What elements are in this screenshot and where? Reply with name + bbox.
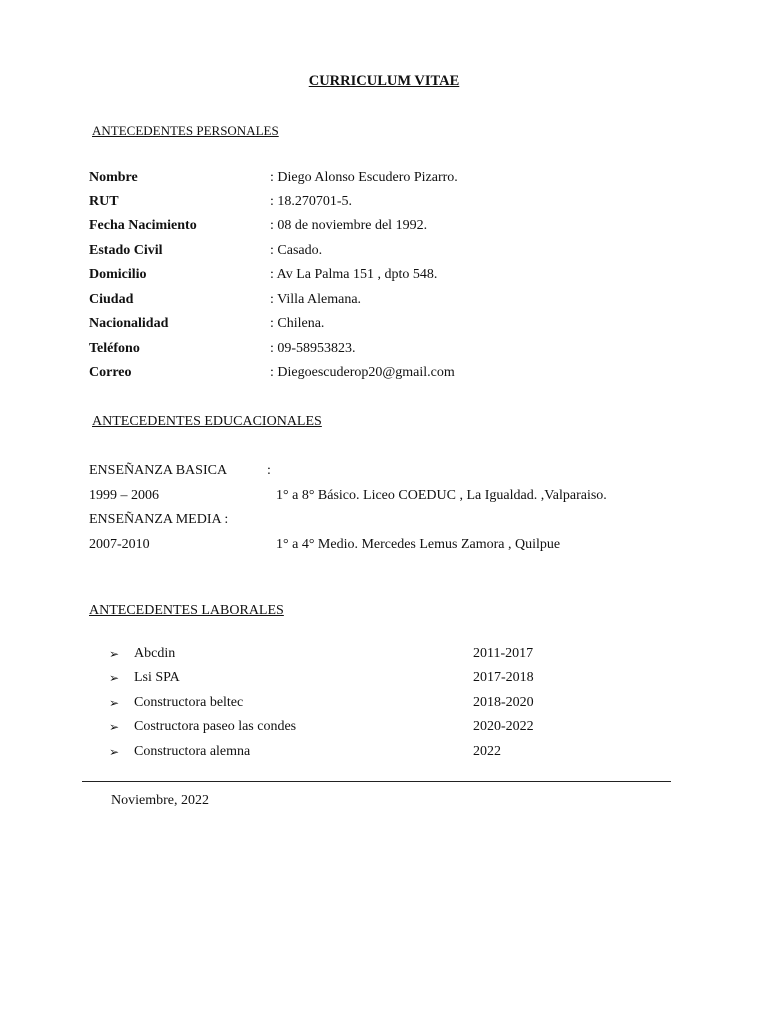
basica-years: 1999 – 2006 bbox=[89, 488, 159, 503]
document-title: CURRICULUM VITAE bbox=[308, 73, 460, 89]
job-name: Costructora paseo las condes bbox=[134, 719, 297, 734]
label-nombre: Nombre bbox=[89, 170, 138, 185]
label-ciudad: Ciudad bbox=[89, 292, 134, 307]
basica-colon: : bbox=[267, 463, 271, 478]
label-correo: Correo bbox=[89, 365, 132, 380]
value-fecha-nacimiento: : 08 de noviembre del 1992. bbox=[270, 218, 428, 233]
value-nacionalidad: : Chilena. bbox=[270, 316, 325, 331]
job-years: 2018-2020 bbox=[473, 695, 534, 710]
value-rut: : 18.270701-5. bbox=[270, 194, 353, 209]
horizontal-rule bbox=[82, 781, 671, 782]
label-nacionalidad: Nacionalidad bbox=[89, 316, 169, 331]
bullet-arrow-icon: ➢ bbox=[109, 745, 120, 759]
value-ciudad: : Villa Alemana. bbox=[270, 292, 362, 307]
job-years: 2011-2017 bbox=[473, 646, 534, 661]
job-years: 2017-2018 bbox=[473, 670, 534, 685]
label-telefono: Teléfono bbox=[89, 341, 140, 356]
label-rut: RUT bbox=[89, 194, 119, 209]
education-heading: ANTECEDENTES EDUCACIONALES bbox=[92, 414, 322, 429]
job-name: Lsi SPA bbox=[134, 670, 180, 685]
job-name: Abcdin bbox=[134, 646, 176, 661]
media-label: ENSEÑANZA MEDIA : bbox=[89, 512, 229, 527]
work-heading: ANTECEDENTES LABORALES bbox=[89, 603, 284, 618]
media-detail: 1° a 4° Medio. Mercedes Lemus Zamora , Quilpue bbox=[276, 537, 561, 552]
job-years: 2020-2022 bbox=[473, 719, 534, 734]
media-years: 2007-2010 bbox=[89, 537, 150, 552]
job-name: Constructora beltec bbox=[134, 695, 244, 710]
value-estado-civil: : Casado. bbox=[270, 243, 323, 258]
value-telefono: : 09-58953823. bbox=[270, 341, 356, 356]
bullet-arrow-icon: ➢ bbox=[109, 720, 120, 734]
job-name: Constructora alemna bbox=[134, 744, 251, 759]
bullet-arrow-icon: ➢ bbox=[109, 696, 120, 710]
footer-date: Noviembre, 2022 bbox=[111, 793, 209, 808]
personal-heading: ANTECEDENTES PERSONALES bbox=[92, 123, 279, 138]
basica-label: ENSEÑANZA BASICA bbox=[89, 463, 228, 478]
bullet-arrow-icon: ➢ bbox=[109, 671, 120, 685]
label-domicilio: Domicilio bbox=[89, 267, 147, 282]
bullet-arrow-icon: ➢ bbox=[109, 647, 120, 661]
label-estado-civil: Estado Civil bbox=[89, 243, 163, 258]
value-domicilio: : Av La Palma 151 , dpto 548. bbox=[270, 267, 438, 282]
label-fecha-nacimiento: Fecha Nacimiento bbox=[89, 218, 197, 233]
value-nombre: : Diego Alonso Escudero Pizarro. bbox=[270, 170, 458, 185]
value-correo: : Diegoescuderop20@gmail.com bbox=[270, 365, 455, 380]
basica-detail: 1° a 8° Básico. Liceo COEDUC , La Igualdad. ,Valparaiso. bbox=[276, 488, 607, 503]
job-years: 2022 bbox=[473, 744, 501, 759]
